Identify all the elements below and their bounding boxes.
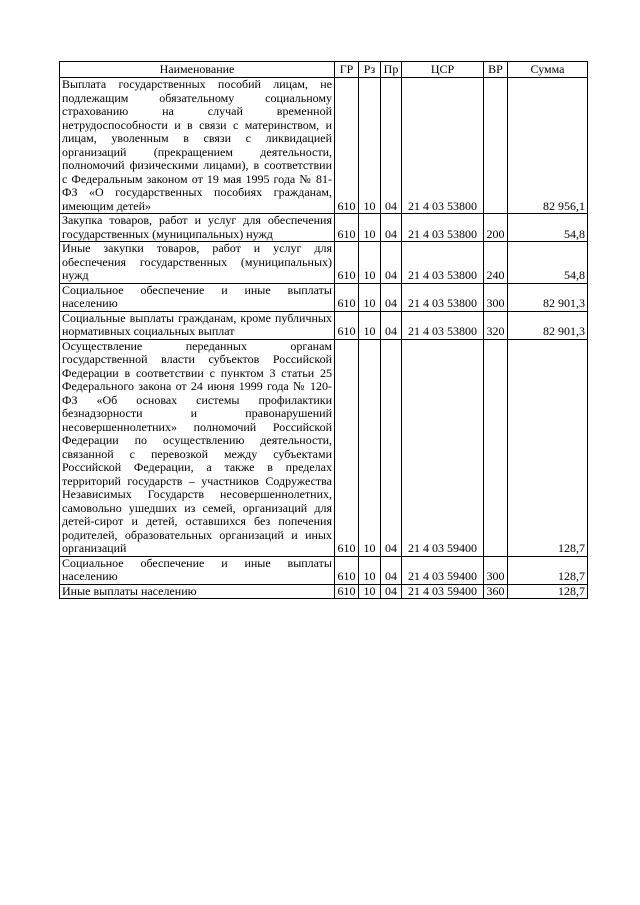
row-gr: 610 — [335, 339, 359, 556]
header-csr: ЦСР — [402, 62, 484, 78]
row-sum: 128,7 — [508, 339, 588, 556]
table-row — [60, 283, 588, 311]
header-sum: Сумма — [508, 62, 588, 78]
row-csr: 21 4 03 53800 — [402, 311, 484, 339]
row-name: Закупка товаров, работ и услуг для обеспечения государственных (муниципальных) нужд — [60, 214, 335, 242]
row-csr: 21 4 03 59400 — [402, 584, 484, 599]
row-gr: 610 — [335, 556, 359, 584]
table-row — [60, 242, 588, 284]
row-csr: 21 4 03 53800 — [402, 78, 484, 214]
row-name: Иные закупки товаров, работ и услуг для обеспечения государственных (муниципальных) нужд — [60, 242, 335, 284]
row-rz: 10 — [359, 584, 381, 599]
table-row — [60, 78, 588, 214]
row-pr: 04 — [381, 311, 402, 339]
row-vr: 320 — [484, 311, 508, 339]
row-pr: 04 — [381, 78, 402, 214]
row-gr: 610 — [335, 584, 359, 599]
row-vr — [484, 78, 508, 214]
row-gr: 610 — [335, 78, 359, 214]
row-vr: 240 — [484, 242, 508, 284]
table-row — [60, 311, 588, 339]
row-pr: 04 — [381, 214, 402, 242]
row-gr: 610 — [335, 242, 359, 284]
row-rz: 10 — [359, 78, 381, 214]
row-sum: 54,8 — [508, 242, 588, 284]
row-sum: 128,7 — [508, 584, 588, 599]
row-pr: 04 — [381, 339, 402, 556]
row-csr: 21 4 03 53800 — [402, 242, 484, 284]
row-pr: 04 — [381, 242, 402, 284]
row-vr: 300 — [484, 556, 508, 584]
budget-table — [59, 61, 588, 599]
row-pr: 04 — [381, 584, 402, 599]
row-sum: 54,8 — [508, 214, 588, 242]
row-gr: 610 — [335, 283, 359, 311]
row-rz: 10 — [359, 556, 381, 584]
row-gr: 610 — [335, 311, 359, 339]
row-name: Социальное обеспечение и иные выплаты населению — [60, 283, 335, 311]
row-sum: 82 901,3 — [508, 283, 588, 311]
header-gr: ГР — [335, 62, 359, 78]
row-rz: 10 — [359, 283, 381, 311]
row-csr: 21 4 03 59400 — [402, 556, 484, 584]
row-name: Выплата государственных пособий лицам, не подлежащим обязательному социальному страхованию на случай временной нетрудоспособности и в связи с материнством, и лицам, уволенным в связи с ликвидацией организаций (прекращением деятельности, полномочий физическими лицами), в соответствии с Федеральным законом от 19 мая 1995 года № 81-ФЗ «О государственных пособиях гражданам, имеющим детей» — [60, 78, 335, 214]
row-vr — [484, 339, 508, 556]
row-rz: 10 — [359, 242, 381, 284]
table-row — [60, 339, 588, 556]
header-name: Наименование — [60, 62, 335, 78]
row-sum: 82 956,1 — [508, 78, 588, 214]
row-name: Иные выплаты населению — [60, 584, 335, 599]
row-sum: 82 901,3 — [508, 311, 588, 339]
header-vr: ВР — [484, 62, 508, 78]
row-sum: 128,7 — [508, 556, 588, 584]
row-vr: 200 — [484, 214, 508, 242]
table-row — [60, 584, 588, 599]
table-header-row — [60, 62, 588, 78]
row-rz: 10 — [359, 214, 381, 242]
row-pr: 04 — [381, 556, 402, 584]
row-csr: 21 4 03 59400 — [402, 339, 484, 556]
row-pr: 04 — [381, 283, 402, 311]
table-row — [60, 556, 588, 584]
row-rz: 10 — [359, 339, 381, 556]
row-gr: 610 — [335, 214, 359, 242]
row-csr: 21 4 03 53800 — [402, 214, 484, 242]
row-vr: 300 — [484, 283, 508, 311]
row-rz: 10 — [359, 311, 381, 339]
table-row — [60, 214, 588, 242]
header-rz: Рз — [359, 62, 381, 78]
row-csr: 21 4 03 53800 — [402, 283, 484, 311]
document-page — [59, 61, 587, 599]
row-name: Социальное обеспечение и иные выплаты населению — [60, 556, 335, 584]
row-vr: 360 — [484, 584, 508, 599]
row-name: Социальные выплаты гражданам, кроме публичных нормативных социальных выплат — [60, 311, 335, 339]
header-pr: Пр — [381, 62, 402, 78]
row-name: Осуществление переданных органам государственной власти субъектов Российской Федерации в соответствии с пунктом 3 статьи 25 Федерального закона от 24 июня 1999 года № 120-ФЗ «Об основах системы профилактики безнадзорности и правонарушений несовершеннолетних» полномочий Российской Федерации по осуществлению деятельности, связанной с перевозкой между субъектами Российской Федерации, а также в пределах территорий государств – участников Содружества Независимых Государств несовершеннолетних, самовольно ушедших из семей, организаций для детей-сирот и детей, оставшихся без попечения родителей, образовательных организаций и иных организаций — [60, 339, 335, 556]
